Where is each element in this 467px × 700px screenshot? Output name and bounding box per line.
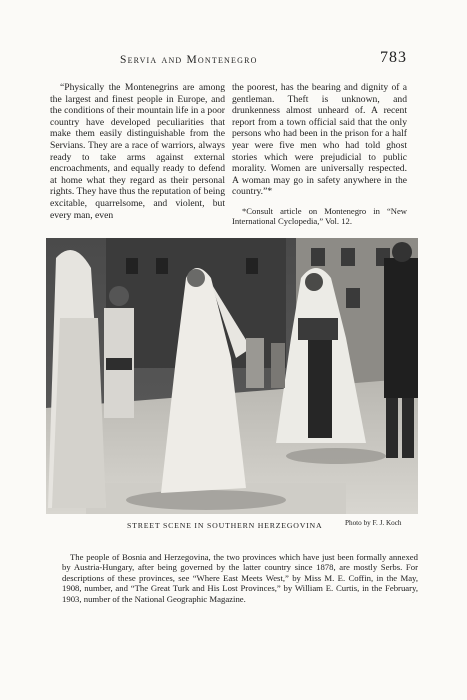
photo-caption: STREET SCENE IN SOUTHERN HERZEGOVINA <box>127 521 323 530</box>
right-column <box>232 82 407 226</box>
street-scene-photo <box>46 238 418 514</box>
page-number: 783 <box>380 49 407 66</box>
editorial-note: The people of Bosnia and Herzegovina, the two provinces which have just been formally annexed by Austria-Hungary, after being governed by the latter country since 1878, are mostly Serbs. For descriptions of these provinces, see “Where East Meets West,” by Miss M. E. Coffin, in the May, 1908, number, and “The Great Turk and His Lost Provinces,” by William E. Curtis, in the February, 1903, number of the National Geographic Magazine. <box>62 551 418 605</box>
right-column-text: the poorest, has the bearing and dignity of a gentleman. Theft is unknown, and drunkenness almost unheard of. A recent report from a town official said that the only persons who had been in the prison for a half year were five men who had told ghost stories which were prejudicial to public morality. Women are universally respected. A woman may go in safety anywhere in the country.”* <box>232 82 407 198</box>
left-column-text: “Physically the Montenegrins are among the largest and finest people in Europe, and the conditions of their mountain life in a poor country have developed peculiarities that make them easily distinguishable from the Servians. They are a race of warriors, always ready to take arms against external encroachments, and equally ready to defend at home what they regard as their personal rights. They have thus the reputation of being excitable, quarrelsome, and violent, but every man, even <box>50 82 225 221</box>
running-head: Servia and Montenegro <box>120 54 258 66</box>
photo-credit: Photo by F. J. Koch <box>345 519 402 527</box>
street-scene-illustration <box>46 238 418 514</box>
footnote: *Consult article on Montenegro in “New International Cyclopedia,” Vol. 12. <box>232 205 407 227</box>
left-column <box>50 82 225 221</box>
